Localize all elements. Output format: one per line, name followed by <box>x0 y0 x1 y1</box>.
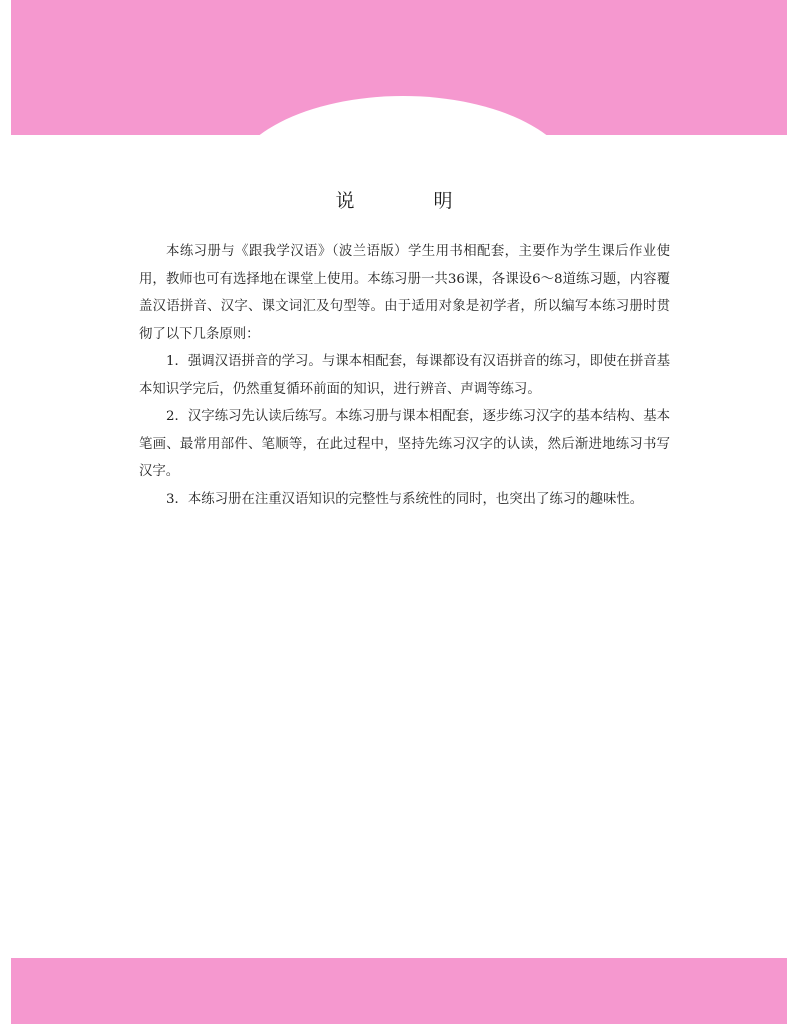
principle-1-paragraph: 1．强调汉语拼音的学习。与课本相配套，每课都设有汉语拼音的练习，即使在拼音基本知识学完后，仍然重复循环前面的知识，进行辨音、声调等练习。 <box>139 354 670 397</box>
page-title: 说 明 <box>335 190 483 212</box>
intro-paragraph: 本练习册与《跟我学汉语》（波兰语版）学生用书相配套，主要作为学生课后作业使用，教师也可有选择地在课堂上使用。本练习册一共36课，各课设6～8道练习题，内容覆盖汉语拼音、汉字、课文词汇及句型等。由于适用对象是初学者，所以编写本练习册时贯彻了以下几条原则： <box>139 244 670 342</box>
header-arch-shape <box>229 96 577 135</box>
document-body <box>139 238 670 513</box>
footer-decorative-band <box>11 958 787 1024</box>
principle-2-paragraph: 2．汉字练习先认读后练写。本练习册与课本相配套，逐步练习汉字的基本结构、基本笔画、最常用部件、笔顺等，在此过程中，坚持先练习汉字的认读，然后渐进地练习书写汉字。 <box>139 409 670 479</box>
principle-3-paragraph: 3．本练习册在注重汉语知识的完整性与系统性的同时，也突出了练习的趣味性。 <box>166 491 644 507</box>
header-decorative-band <box>11 0 787 135</box>
